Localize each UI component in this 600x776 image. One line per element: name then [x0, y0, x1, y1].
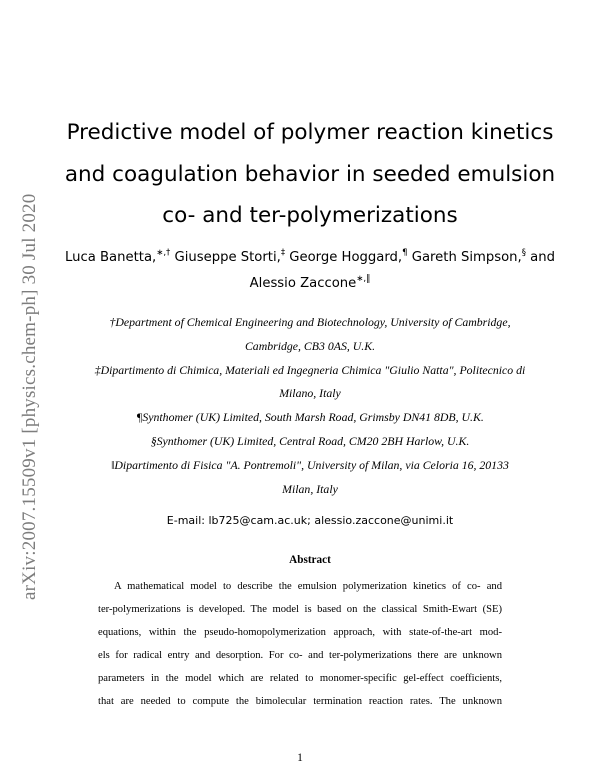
author-line-2 [60, 271, 560, 297]
abstract-line: A mathematical model to describe the emulsion polymerization kinetics of co- and [114, 581, 502, 592]
abstract-line: equations, within the pseudo-homopolymerization approach, with state-of-the-art mod- [98, 626, 502, 638]
affiliation-line: Milano, Italy [279, 386, 341, 401]
paper-title [60, 112, 560, 237]
affiliation-line: §Synthomer (UK) Limited, Central Road, CM20 2BH Harlow, U.K. [150, 433, 470, 448]
author-affiliation-mark: ¶ [402, 248, 408, 258]
arxiv-identifier-stamp: arXiv:2007.15509v1 [physics.chem-ph] 30 Jul 2020 [19, 193, 40, 600]
title-line: Predictive model of polymer reaction kinetics [66, 120, 554, 145]
affiliation-line: ‖Dipartimento di Fisica "A. Pontremoli", University of Milan, via Celoria 16, 20133 [111, 457, 509, 472]
author-name: Giuseppe Storti, [170, 250, 281, 265]
abstract-line: parameters in the model which are related to monomer-specific gel-effect coefficients, [98, 672, 502, 684]
title-line: co- and ter-polymerizations [162, 203, 458, 228]
affiliation-line: ‡Dipartimento di Chimica, Materiali ed Ingegneria Chimica "Giulio Natta", Politecnico di [94, 362, 526, 377]
author-affiliation-mark: ‡ [280, 248, 286, 258]
contact-email: E-mail: lb725@cam.ac.uk; alessio.zaccone@unimi.it [166, 514, 454, 527]
affiliation-line: ¶Synthomer (UK) Limited, South Marsh Road, Grimsby DN41 8DB, U.K. [136, 410, 484, 425]
author-name: Luca Banetta, [65, 250, 157, 265]
abstract-line: ter-polymerizations is developed. The model is based on the classical Smith-Ewart (SE) [98, 603, 502, 615]
abstract-body [98, 576, 502, 713]
author-name: George Hoggard, [285, 250, 403, 265]
author-affiliation-mark: ∗,† [156, 248, 171, 258]
author-line-1 [60, 245, 560, 271]
author-conjunction: and [525, 250, 555, 265]
affiliation-line: Cambridge, CB3 0AS, U.K. [244, 338, 376, 353]
affiliation-line: †Department of Chemical Engineering and Biotechnology, University of Cambridge, [109, 315, 511, 329]
author-affiliation-mark: § [521, 248, 526, 258]
author-list [60, 245, 560, 297]
page-number: 1 [297, 752, 303, 764]
title-line: and coagulation behavior in seeded emulsion [64, 161, 556, 187]
author-name: Alessio Zaccone [249, 276, 357, 291]
affiliation-line: Milan, Italy [282, 481, 338, 496]
author-affiliation-mark: ∗,‖ [356, 274, 371, 284]
abstract-heading: Abstract [289, 554, 331, 566]
affiliations [70, 311, 550, 501]
abstract-line: els for radical entry and desorption. For co- and ter-polymerizations there are unknown [98, 649, 502, 661]
author-name: Gareth Simpson, [407, 250, 522, 265]
abstract-line: that are needed to compute the bimolecular termination reaction rates. The unknown [98, 695, 502, 707]
